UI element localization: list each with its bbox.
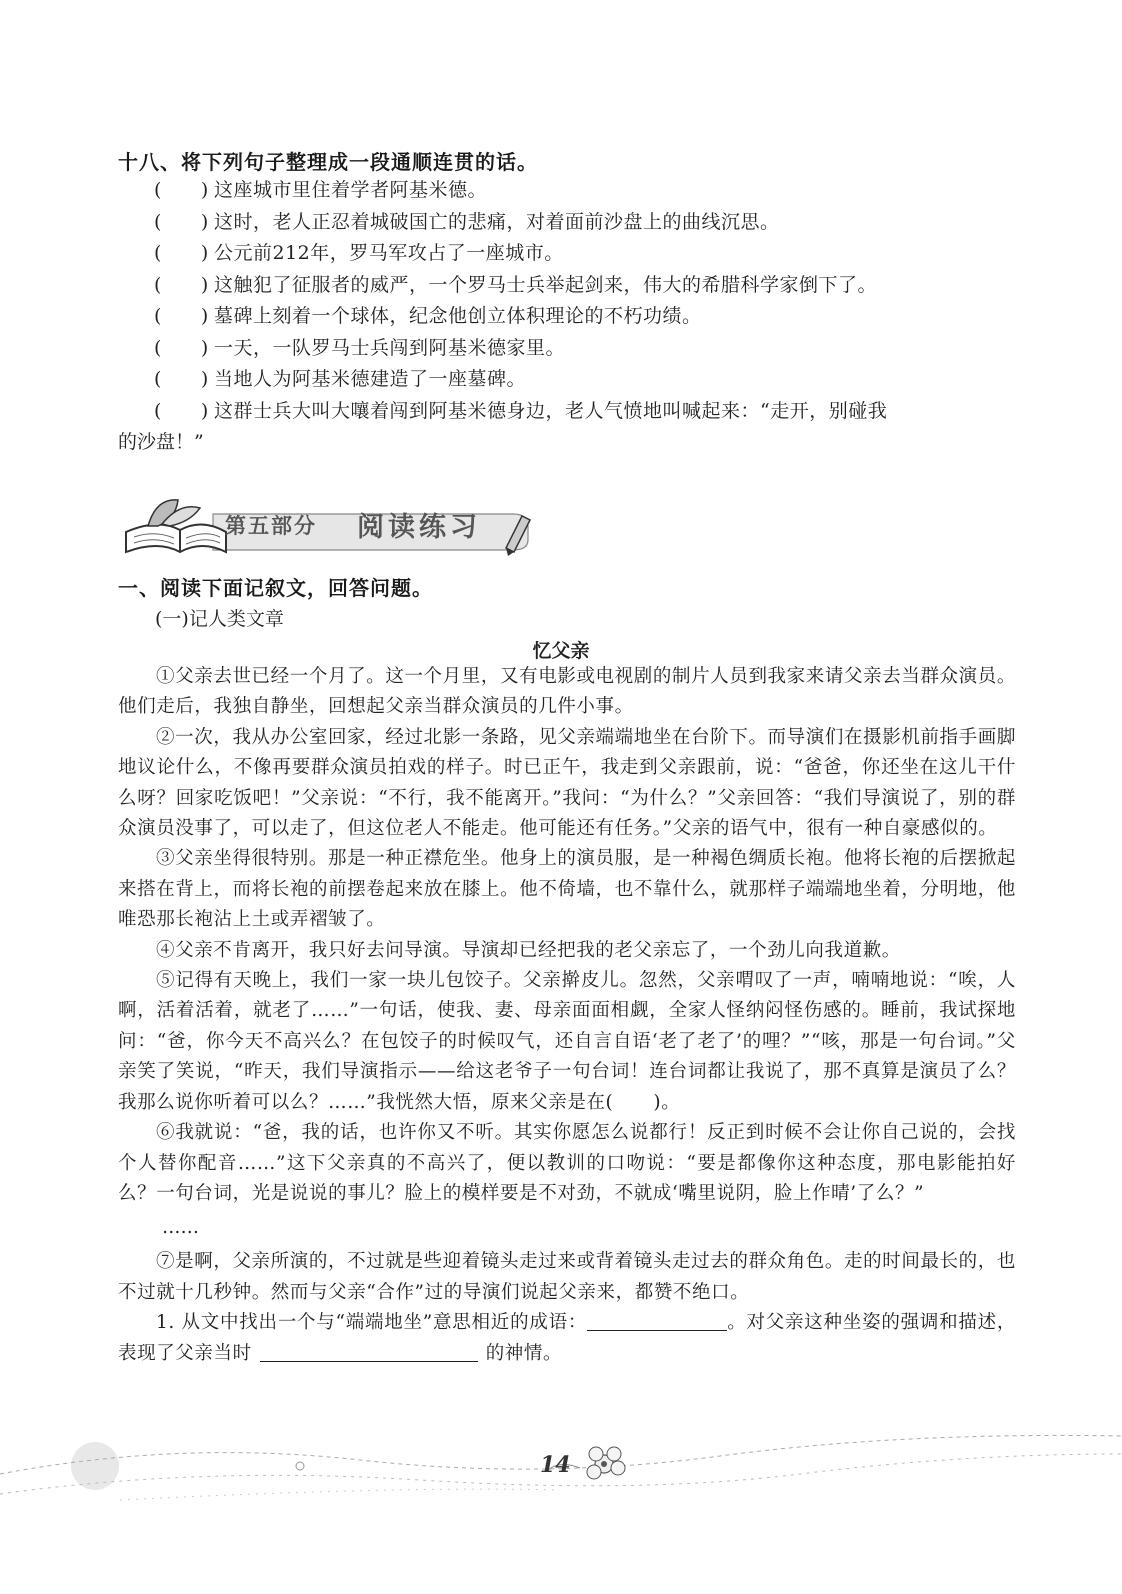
article-body	[118, 662, 1016, 1369]
order-blank[interactable]: ( )	[154, 273, 209, 296]
list-item: ( ) 一天，一队罗马士兵闯到阿基米德家里。	[118, 333, 1024, 365]
omission-mark: ……	[162, 1217, 199, 1239]
list-item-continuation: 的沙盘！”	[118, 431, 204, 453]
paragraph-1: ①父亲去世已经一个月了。这一个月里，又有电影或电视剧的制片人员到我家来请父亲去当群众演员。他们走后，我独自静坐，回想起父亲当群众演员的几件小事。	[118, 666, 1016, 718]
list-item: ( ) 这触犯了征服者的威严，一个罗马士兵举起剑来，伟大的希腊科学家倒下了。	[118, 270, 1024, 302]
order-blank[interactable]: ( )	[154, 399, 209, 422]
reading-subheading: (一)记人类文章	[155, 608, 284, 630]
article-title: 忆父亲	[532, 640, 590, 662]
paragraph-4: ④父亲不肯离开，我只好去问导演。导演却已经把我的老父亲忘了，一个劲儿向我道歉。	[156, 939, 901, 961]
q18-list	[118, 175, 1024, 459]
decor-circle	[71, 1442, 119, 1490]
paragraph-7: ⑦是啊，父亲所演的，不过就是些迎着镜头走过来或背着镜头走过去的群众角色。走的时间最长的，也不过就十几秒钟。然而与父亲“合作”过的导演们说起父亲来，都赞不绝口。	[118, 1251, 1016, 1303]
order-blank[interactable]: ( )	[154, 305, 209, 327]
list-item: ( ) 这座城市里住着学者阿基米德。	[118, 175, 1024, 207]
paragraph-6: ⑥我就说：“爸，我的话，也许你又不听。其实你愿怎么说都行！反正到时候不会让你自己说的，会找个人替你配音……”这下父亲真的不高兴了，便以教训的口吻说：“要是都像你这种态度，那电影能拍好么？一句台词，光是说说的事儿？脸上的模样要是不对劲，不就成‘嘴里说阴，脸上作晴’了么？”	[118, 1122, 1016, 1204]
section-title: 阅读练习	[357, 512, 481, 543]
paragraph-5: ⑤记得有天晚上，我们一家一块儿包饺子。父亲擀皮儿。忽然，父亲喟叹了一声，喃喃地说：“唉，人啊，活着活着，就老了……”一句话，使我、妻、母亲面面相觑，全家人怪纳闷怪伤感的。睡前，我试探地问：“爸，你今天不高兴么？在包饺子的时候叹气，还自言自语‘老了老了’的哩？”“咳，那是一句台词。”父亲笑了笑说，“昨天，我们导演指示——给这老爷子一句台词！连台词都让我说了，那不真算是演员了么？我那么说你听着可以么？……”我恍然大悟，原来父亲是在( )。	[118, 970, 1016, 1113]
list-item: ( ) 这时，老人正忍着城破国亡的悲痛，对着面前沙盘上的曲线沉思。	[118, 207, 1024, 239]
order-blank[interactable]: ( )	[154, 368, 209, 390]
question-1: 1. 从文中找出一个与“端端地坐”意思相近的成语： 。对父亲这种坐姿的强调和描述，表现了父亲当时 的神情。	[118, 1312, 1016, 1364]
reading-heading: 一、阅读下面记叙文，回答问题。	[118, 576, 433, 600]
paragraph-3: ③父亲坐得很特别。那是一种正襟危坐。他身上的演员服，是一种褐色绸质长袍。他将长袍的后摆掀起来搭在背上，而将长袍的前摆卷起来放在膝上。他不倚墙，也不靠什么，就那样子端端地坐着，分明地，他唯恐那长袍沾上土或弄褶皱了。	[118, 848, 1016, 931]
order-blank[interactable]: ( )	[154, 179, 209, 201]
paragraph-2: ②一次，我从办公室回家，经过北影一条路，见父亲端端地坐在台阶下。而导演们在摄影机前指手画脚地议论什么，不像再要群众演员拍戏的样子。时已正午，我走到父亲跟前，说：“爸爸，你还坐在这儿干什么呀？回家吃饭吧！”父亲说：“不行，我不能离开。”我问：“为什么？”父亲回答：“我们导演说了，别的群众演员没事了，可以走了，但这位老人不能走。他可能还有任务。”父亲的语气中，很有一种自豪感似的。	[118, 726, 1016, 840]
order-blank[interactable]: ( )	[154, 242, 209, 264]
answer-line[interactable]	[260, 1343, 478, 1362]
open-book-icon	[126, 500, 226, 552]
answer-line[interactable]	[587, 1312, 727, 1331]
list-item: ( ) 这群士兵大叫大嚷着闯到阿基米德身边，老人气愤地叫喊起来：“走开，别碰我	[118, 396, 1024, 428]
order-blank[interactable]: ( )	[154, 336, 209, 359]
list-item: ( ) 公元前212年，罗马军攻占了一座城市。	[118, 238, 1024, 270]
section-part-label: 第五部分	[225, 514, 317, 538]
flower-icon	[587, 1447, 625, 1479]
page-number: 14	[540, 1452, 571, 1478]
list-item: ( ) 当地人为阿基米德建造了一座墓碑。	[118, 364, 1024, 396]
order-blank[interactable]: ( )	[154, 210, 209, 233]
list-item: ( ) 墓碑上刻着一个球体，纪念他创立体积理论的不朽功绩。	[118, 301, 1024, 333]
q18-heading: 十八、将下列句子整理成一段通顺连贯的话。	[118, 150, 538, 174]
